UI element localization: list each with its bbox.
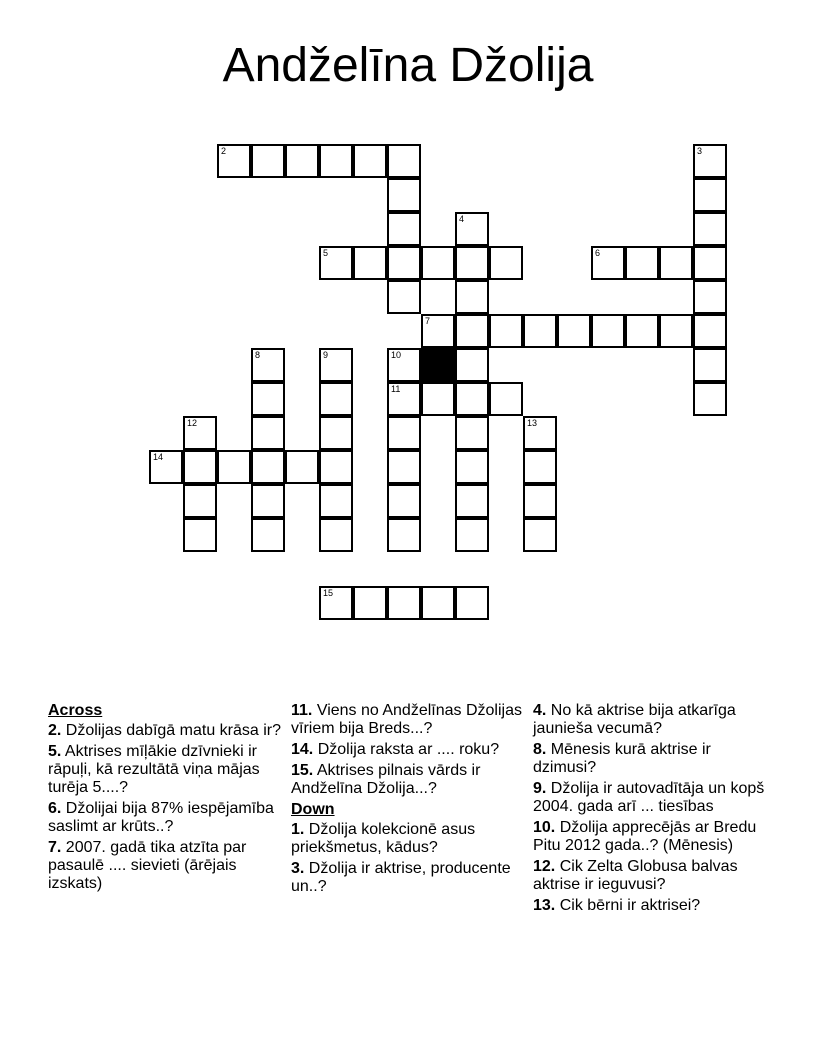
clue-across-5: [48, 743, 286, 797]
clue-number: 14.: [291, 741, 314, 758]
clue-number: 5.: [48, 743, 62, 760]
grid-cell[interactable]: [319, 382, 353, 416]
clue-across-6: [48, 800, 286, 836]
grid-cell[interactable]: [659, 314, 693, 348]
grid-cell[interactable]: [387, 212, 421, 246]
clue-number: 2.: [48, 722, 62, 739]
grid-cell[interactable]: [591, 314, 625, 348]
grid-cell[interactable]: [523, 450, 557, 484]
grid-cell[interactable]: [387, 450, 421, 484]
clues-column-1: [48, 702, 286, 896]
grid-cell[interactable]: [455, 246, 489, 280]
clues-column-2: [291, 702, 527, 899]
cell-number: 11: [391, 384, 401, 394]
clue-number: 13.: [533, 897, 556, 914]
grid-cell[interactable]: [523, 484, 557, 518]
cell-number: 5: [323, 248, 329, 258]
grid-cell[interactable]: [387, 484, 421, 518]
grid-cell[interactable]: [421, 246, 455, 280]
grid-cell[interactable]: [387, 178, 421, 212]
grid-cell[interactable]: [353, 586, 387, 620]
cell-number: 12: [187, 418, 198, 428]
clue-text: Džolijas dabīgā matu krāsa ir?: [65, 722, 282, 739]
grid-cell[interactable]: [455, 382, 489, 416]
cell-number: 4: [459, 214, 465, 224]
clue-text: Mēnesis kurā aktrise ir dzimusi?: [533, 741, 711, 776]
clue-across-14: [291, 741, 527, 759]
grid-cell[interactable]: [183, 518, 217, 552]
clue-text: 2007. gadā tika atzīta par pasaulē .... sievieti (ārējais izskats): [48, 839, 247, 892]
clue-number: 15.: [291, 762, 314, 779]
cell-number: 2: [221, 146, 227, 156]
grid-cell[interactable]: [319, 416, 353, 450]
grid-cell[interactable]: [251, 450, 285, 484]
grid-cell[interactable]: [285, 450, 319, 484]
grid-cell[interactable]: [149, 450, 183, 484]
grid-cell[interactable]: [523, 314, 557, 348]
cell-number: 13: [527, 418, 538, 428]
grid-cell[interactable]: [455, 586, 489, 620]
clue-number: 9.: [533, 780, 547, 797]
clue-text: Džolija kolekcionē asus priekšmetus, kādus?: [291, 821, 476, 856]
grid-cell[interactable]: [319, 586, 353, 620]
clue-down-1: [291, 821, 527, 857]
cell-number: 9: [323, 350, 329, 360]
cell-number: 8: [255, 350, 261, 360]
across-heading: Across: [48, 702, 103, 719]
clue-down-8: [533, 741, 773, 777]
clue-down-3: [291, 860, 527, 896]
grid-cell[interactable]: [251, 484, 285, 518]
grid-cell[interactable]: [285, 144, 319, 178]
grid-cell[interactable]: [693, 178, 727, 212]
grid-cell[interactable]: [251, 416, 285, 450]
clue-text: Aktrises pilnais vārds ir Andželīna Džolija...?: [291, 762, 481, 797]
grid-cell[interactable]: [591, 246, 625, 280]
black-cell: [421, 348, 455, 382]
grid-cell[interactable]: [693, 212, 727, 246]
grid-cell[interactable]: [455, 450, 489, 484]
grid-cell[interactable]: [251, 348, 285, 382]
grid-cell[interactable]: [489, 246, 523, 280]
grid-cell[interactable]: [319, 144, 353, 178]
grid-cell[interactable]: [421, 314, 455, 348]
grid-cell[interactable]: [659, 246, 693, 280]
grid-cell[interactable]: [217, 144, 251, 178]
grid-cell[interactable]: [557, 314, 591, 348]
clue-text: Džolijai bija 87% iespējamība saslimt ar krūts..?: [48, 800, 274, 835]
clue-text: No kā aktrise bija atkarīga jaunieša vecumā?: [533, 702, 736, 737]
clue-number: 6.: [48, 800, 62, 817]
clue-text: Džolija apprecējās ar Bredu Pitu 2012 gada..? (Mēnesis): [533, 819, 757, 854]
grid-cell[interactable]: [387, 382, 421, 416]
grid-cell[interactable]: [455, 518, 489, 552]
clue-text: Džolija raksta ar .... roku?: [317, 741, 500, 758]
clue-text: Viens no Andželīnas Džolijas vīriem bija Breds...?: [291, 702, 522, 737]
grid-cell[interactable]: [693, 382, 727, 416]
cell-number: 10: [391, 350, 402, 360]
grid-cell[interactable]: [387, 144, 421, 178]
grid-cell[interactable]: [455, 416, 489, 450]
clue-across-15: [291, 762, 527, 798]
clue-text: Džolija ir autovadītāja un kopš 2004. gada arī ... tiesības: [533, 780, 765, 815]
cell-number: 15: [323, 588, 334, 598]
clue-down-13: [533, 897, 773, 915]
clue-text: Džolija ir aktrise, producente un..?: [291, 860, 511, 895]
grid-cell[interactable]: [693, 280, 727, 314]
clue-number: 11.: [291, 702, 313, 719]
grid-cell[interactable]: [319, 518, 353, 552]
clue-number: 3.: [291, 860, 305, 877]
grid-cell[interactable]: [455, 484, 489, 518]
clue-across-7: [48, 839, 286, 893]
grid-cell[interactable]: [353, 246, 387, 280]
grid-cell[interactable]: [693, 348, 727, 382]
clue-down-9: [533, 780, 773, 816]
clue-number: 1.: [291, 821, 305, 838]
grid-cell[interactable]: [319, 348, 353, 382]
grid-cell[interactable]: [625, 246, 659, 280]
grid-cell[interactable]: [625, 314, 659, 348]
grid-cell[interactable]: [387, 518, 421, 552]
grid-cell[interactable]: [251, 144, 285, 178]
clues-column-3: [533, 702, 773, 918]
down-heading: Down: [291, 801, 335, 818]
grid-cell[interactable]: [693, 246, 727, 280]
clue-down-12: [533, 858, 773, 894]
grid-cell[interactable]: [217, 450, 251, 484]
cell-number: 6: [595, 248, 601, 258]
grid-cell[interactable]: [353, 144, 387, 178]
clue-number: 4.: [533, 702, 547, 719]
grid-cell[interactable]: [421, 586, 455, 620]
grid-cell[interactable]: [421, 382, 455, 416]
clue-down-4: [533, 702, 773, 738]
grid-cell[interactable]: [387, 280, 421, 314]
grid-cell[interactable]: [455, 280, 489, 314]
clue-down-10: [533, 819, 773, 855]
grid-cell[interactable]: [489, 382, 523, 416]
grid-cell[interactable]: [183, 450, 217, 484]
grid-cell[interactable]: [693, 144, 727, 178]
grid-cell[interactable]: [387, 246, 421, 280]
cell-number: 14: [153, 452, 164, 462]
grid-cell[interactable]: [183, 416, 217, 450]
grid-cell[interactable]: [693, 314, 727, 348]
grid-cell[interactable]: [319, 484, 353, 518]
grid-cell[interactable]: [387, 416, 421, 450]
puzzle-title: Andželīna Džolija: [222, 39, 594, 92]
grid-cell[interactable]: [387, 348, 421, 382]
grid-cell[interactable]: [455, 314, 489, 348]
grid-cell[interactable]: [251, 382, 285, 416]
grid-cell[interactable]: [489, 314, 523, 348]
clue-number: 8.: [533, 741, 547, 758]
clue-number: 12.: [533, 858, 556, 875]
clue-across-2: [48, 722, 286, 740]
cell-number: 3: [697, 146, 703, 156]
clue-text: Cik bērni ir aktrisei?: [559, 897, 701, 914]
clue-text: Aktrises mīļākie dzīvnieki ir rāpuļi, kā rezultātā viņa mājas turēja 5....?: [48, 743, 260, 796]
grid-cell[interactable]: [319, 450, 353, 484]
grid-cell[interactable]: [319, 246, 353, 280]
grid-cell[interactable]: [523, 518, 557, 552]
grid-cell[interactable]: [523, 416, 557, 450]
cell-number: 7: [425, 316, 431, 326]
grid-cell[interactable]: [455, 348, 489, 382]
grid-cell[interactable]: [455, 212, 489, 246]
clue-number: 7.: [48, 839, 62, 856]
clue-across-11: [291, 702, 527, 738]
clue-text: Cik Zelta Globusa balvas aktrise ir ieguvusi?: [533, 858, 738, 893]
grid-cell[interactable]: [183, 484, 217, 518]
clue-number: 10.: [533, 819, 556, 836]
grid-cell[interactable]: [251, 518, 285, 552]
grid-cell[interactable]: [387, 586, 421, 620]
